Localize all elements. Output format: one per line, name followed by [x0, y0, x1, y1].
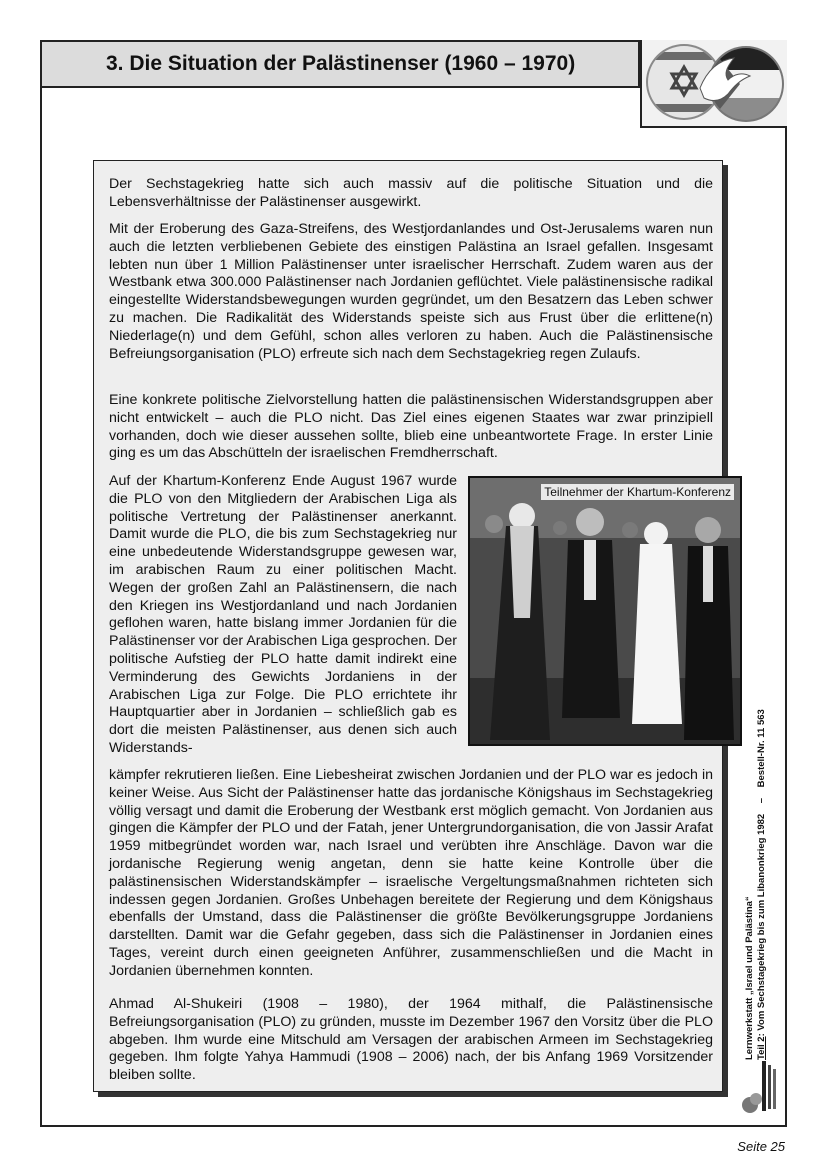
part-title: : Vom Sechstagekrieg bis zum Libanonkrieg 1982	[756, 813, 767, 1037]
order-number: Bestell-Nr. 11 563	[756, 709, 767, 788]
paragraph-conquest: Mit der Eroberung des Gaza-Streifens, des Westjordanlandes und Ost-Jerusalems waren nun auch die letzten verbliebenen Gebiete des einstigen Palästina an Israel gefallen. Insgesamt lebten nun über 1 Million Palästinenser unter israelischer Herrschaft. Zudem waren aus der Westbank etwa 300.000 Palästinenser nach Jordanien geflüchtet. Viele palästinensische radikal eingestellte Widerstandsbewegungen wurden gegründet, um den Besatzern das Leben schwer zu machen. Die Radikalität des Widerstands speiste sich aus Frust über die erlittene(n) Niederlage(n) und dem Gefühl, schon alles verloren zu haben. Auch die Palästinensische Befreiungsorganisation (PLO) erfreute sich nach dem Sechstagekrieg regen Zulaufs.	[109, 221, 713, 362]
paragraph-goals: Eine konkrete politische Zielvorstellung hatten die palästinensischen Widerstandsgruppen aber nicht entwickelt – auch die PLO nicht. Das Ziel eines eigenen Staates war zwar prinzipiell vorhanden, doch wie dieser aussehen sollte, blieb eine unbeantwortete Frage. In erster Linie ging es um das Abschütteln der israelischen Fremdherrschaft.	[109, 392, 713, 462]
part-label: Teil 2	[756, 1036, 767, 1060]
paragraph-khartum: Auf der Khartum-Konferenz Ende August 1967 wurde die PLO von den Mitgliedern der Arabischen Liga als politische Vertretung der Palästinenser anerkannt. Damit wurde die PLO, die bis zum Sechstagekrieg nur eine unbedeutende Widerstandsgruppe gewesen war, im arabischen Raum zu einer politischen Macht. Wegen der großen Zahl an Palästinensern, die nach den Kriegen ins Westjordanland und nach Jordanien geflohen waren, hatte bislang immer Jordanien für die Palästinenser vor der Arabischen Liga gesprochen. Der politische Aufstieg der PLO hatte damit indirekt eine Verminderung des Gewichts Jordaniens in der Arabischen Liga zur Folge. Die PLO errichtete ihr Hauptquartier aber in Jordanien – schließlich gab es dort die meisten Palästinenser, aus denen sich auch Widerstands-	[109, 473, 457, 756]
workshop-title: Lernwerkstatt „Israel und Palästina“	[744, 896, 755, 1060]
separator: –	[756, 797, 767, 804]
sidebar-info	[744, 680, 776, 1060]
khartum-conference-photo	[468, 476, 742, 746]
paragraph-jordan: kämpfer rekrutieren ließen. Eine Liebesheirat zwischen Jordanien und der PLO war es jedoch in keiner Weise. Aus Sicht der Palästinenser hatte das jordanische Königshaus im Sechstagekrieg völlig versagt und damit die Eroberung der Westbank erst möglich gemacht. Von Jordanien aus gingen die Kämpfer der PLO und der Fatah, jener Untergrundorganisation, die von Jassir Arafat 1959 mitbegründet worden war, nach Israel und verübten ihre Anschläge. Davon war die jordanische Regierung wenig angetan, denn sie hatte keine Kontrolle über die palästinensischen Widerstandskämpfer – israelische Vergeltungsmaßnahmen richteten sich indessen gegen Jordanien. Großes Unbehagen bereitete der Regierung und dem Königshaus ebenfalls der Umstand, dass die Palästinenser die größte Bevölkerungsgruppe Jordaniens darstellten. Damit war die Gefahr gegeben, dass sich die Palästinenser in Jordanien eines Tages, vereint durch einen geeigneten Anführer, zusammenschließen und die Macht in Jordanien übernehmen konnten.	[109, 767, 713, 979]
paragraph-shukeiri: Ahmad Al-Shukeiri (1908 – 1980), der 1964 mithalf, die Palästinensische Befreiungsorganisation (PLO) zu gründen, musste im Dezember 1967 den Vorsitz über die PLO abgeben. Ihm wurde eine Mitschuld am Versagen der arabischen Armeen im Sechstagekrieg gegeben. Ihm folgte Yahya Hammudi (1908 – 2006) nach, der bis Anfang 1969 Vorsitzender bleiben sollte.	[109, 996, 713, 1084]
photo-caption: Teilnehmer der Khartum-Konferenz	[541, 484, 734, 500]
title-bar	[40, 40, 640, 88]
page-number: Seite 25	[737, 1139, 785, 1154]
israel-palestine-flags-dove-icon	[640, 40, 787, 128]
page-title: 3. Die Situation der Palästinenser (1960 – 1970)	[106, 52, 576, 75]
sidebar-part	[756, 680, 768, 1060]
paragraph-intro: Der Sechstagekrieg hatte sich auch massiv auf die politische Situation und die Lebensverhältnisse der Palästinenser ausgewirkt.	[109, 176, 713, 210]
kohl-verlag-logo-icon	[740, 1055, 784, 1117]
sidebar-workshop	[744, 680, 756, 1060]
